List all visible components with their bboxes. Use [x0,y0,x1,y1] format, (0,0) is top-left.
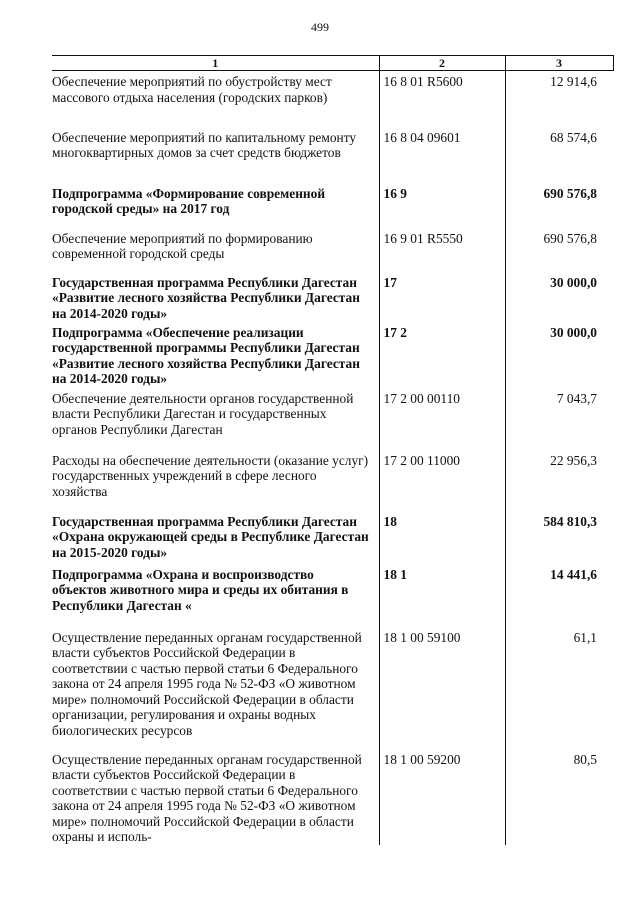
row-amount: 30 000,0 [550,324,597,340]
row-code: 16 9 01 R5550 [383,230,463,246]
table-row [52,71,613,127]
table-row [52,511,613,564]
row-name: Подпрограмма «Формирование современной городской среды» на 2017 год [52,185,326,217]
table-row [52,322,613,388]
row-code: 16 8 04 09601 [383,129,461,145]
row-name: Обеспечение деятельности органов государственной власти Республики Дагестан и государственных органов Республики Дагестан [52,390,354,437]
row-amount: 30 000,0 [550,274,597,290]
row-code: 17 2 [383,324,407,340]
row-name: Государственная программа Республики Дагестан «Охрана окружающей среды в Республике Дагестан на 2015-2020 годы» [52,513,369,560]
row-name: Осуществление переданных органам государственной власти субъектов Российской Федерации в соответствии с частью первой статьи 6 Федерального закона от 24 апреля 1995 года № 52-ФЗ «О животном мире» полномочий Российской Федерации в области охраны и исполь- [52,751,362,845]
row-amount: 61,1 [573,629,597,645]
row-code: 17 2 00 00110 [383,390,460,406]
column-header: 3 [505,56,613,71]
table-row [52,749,613,846]
row-code: 16 8 01 R5600 [383,74,463,89]
row-name: Расходы на обеспечение деятельности (оказание услуг) государственных учреждений в сфере лесного хозяйства [52,452,369,499]
row-code: 17 2 00 11000 [383,452,460,468]
row-name: Подпрограмма «Обеспечение реализации государственной программы Республики Дагестан «Развитие лесного хозяйства Республики Дагестан на 2014-2020 годы» [52,324,360,387]
row-amount: 12 914,6 [550,74,597,89]
header-row [52,56,613,71]
row-amount: 14 441,6 [550,566,597,582]
table-row [52,228,613,272]
row-code: 18 1 [383,566,407,582]
row-amount: 22 956,3 [550,452,597,468]
row-code: 17 [383,274,397,290]
row-name: Государственная программа Республики Дагестан «Развитие лесного хозяйства Республики Дагестан на 2014-2020 годы» [52,274,360,321]
row-name: Подпрограмма «Охрана и воспроизводство объектов животного мира и среды их обитания в Республики Дагестан « [52,566,349,613]
row-name: Обеспечение мероприятий по капитальному ремонту многоквартирных домов за счет средств бюджетов [52,129,357,161]
row-code: 16 9 [383,185,407,201]
row-code: 18 1 00 59200 [383,751,461,767]
row-amount: 7 043,7 [556,390,597,406]
column-header: 2 [379,56,505,71]
table-row [52,450,613,511]
row-amount: 68 574,6 [550,129,597,145]
table-row [52,183,613,228]
table-row [52,127,613,183]
row-amount: 584 810,3 [543,513,597,529]
row-amount: 80,5 [573,751,597,767]
row-name: Обеспечение мероприятий по формированию современной городской среды [52,230,313,262]
row-code: 18 [383,513,397,529]
table-row [52,388,613,450]
table-row [52,627,613,749]
row-amount: 690 576,8 [543,230,597,246]
column-header: 1 [52,56,379,71]
row-name: Обеспечение мероприятий по обустройству мест массового отдыха населения (городских парков) [52,74,332,105]
row-code: 18 1 00 59100 [383,629,461,645]
row-amount: 690 576,8 [543,185,597,201]
row-name: Осуществление переданных органам государственной власти субъектов Российской Федерации в соответствии с частью первой статьи 6 Федерального закона от 24 апреля 1995 года № 52-ФЗ «О животном мире» полномочий Российской Федерации в области организации, регулирования и охраны водных биологических ресурсов [52,629,362,739]
table-row [52,272,613,322]
table-row [52,564,613,627]
budget-table [52,55,614,845]
page-number: 499 [311,20,329,34]
